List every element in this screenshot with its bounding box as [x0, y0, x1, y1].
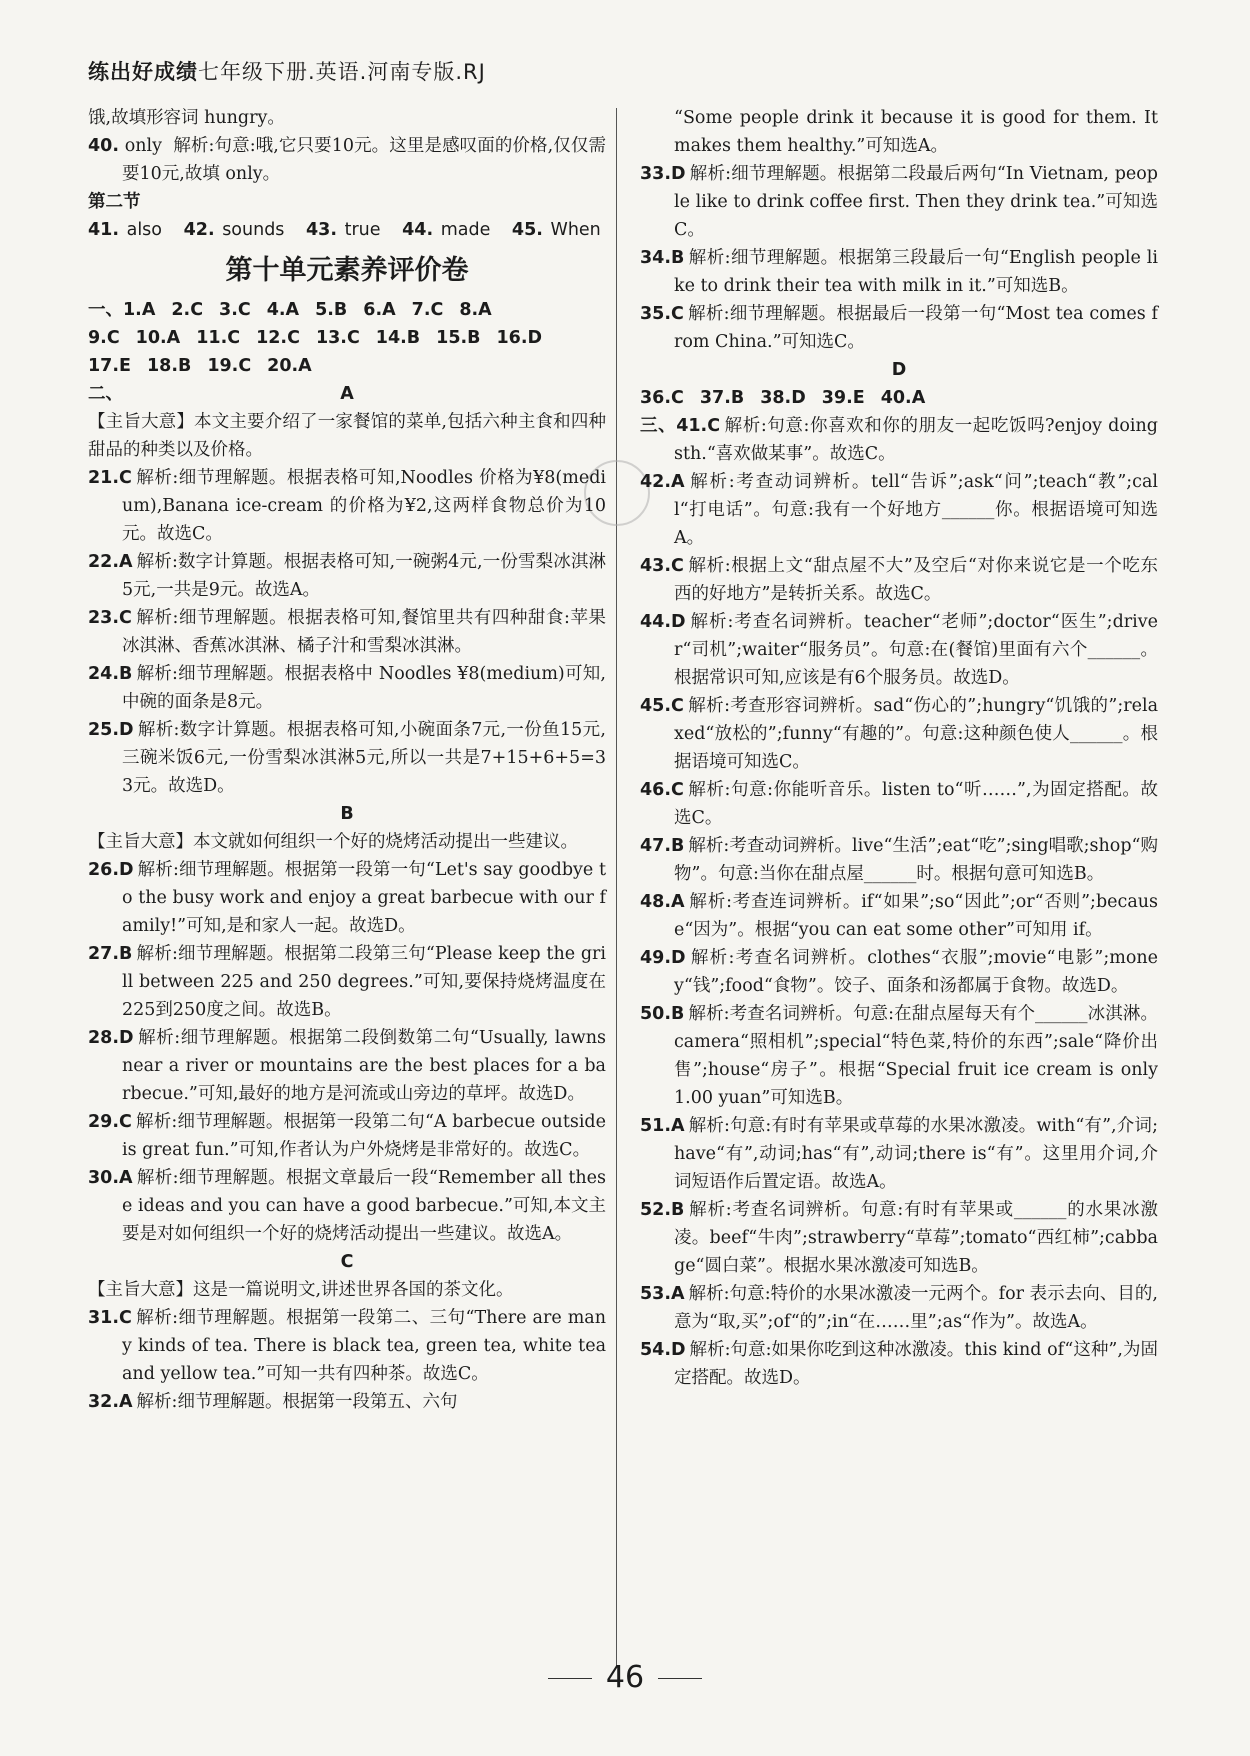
answer-item: 48.A 解析:考查连词辨析。if“如果”;so“因此”;or“否则”;because“因为”。根据“you can eat some other”可知用 if。 [640, 892, 1158, 940]
section-b-label: B [340, 804, 354, 824]
answer-item: 三、41.C 解析:句意:你喜欢和你的朋友一起吃饭吗?enjoy doing sth.“喜欢做某事”。故选C。 [640, 416, 1158, 464]
answer-item: 25.D 解析:数字计算题。根据表格可知,小碗面条7元,一份鱼15元,三碗米饭6元,一份雪梨冰淇淋5元,所以一共是7+15+6+5=33元。故选D。 [88, 720, 606, 796]
answers-a [88, 464, 606, 800]
answer-item: 23.C 解析:细节理解题。根据表格可知,餐馆里共有四种甜食:苹果冰淇淋、香蕉冰淇淋、橘子汁和雪梨冰淇淋。 [88, 608, 606, 656]
answer-item: 33.D 解析:细节理解题。根据第二段最后两句“In Vietnam, people like to drink coffee first. Then they drink tea.”可知选C。 [640, 164, 1158, 240]
unit-title: 第十单元素养评价卷 [225, 255, 469, 286]
part-2-heading: 二、 A [88, 384, 354, 404]
section-heading: 第二节 [88, 192, 141, 212]
answer-row-17-20: 17.E 18.B 19.C 20.A [88, 356, 312, 376]
answer-item: 35.C 解析:细节理解题。根据最后一段第一句“Most tea comes from China.”可知选C。 [640, 304, 1158, 352]
answer-item: 43.C 解析:根据上文“甜点屋不大”及空后“对你来说它是一个吃东西的好地方”是转折关系。故选C。 [640, 556, 1158, 604]
running-header [88, 58, 486, 86]
section-c-label: C [340, 1252, 354, 1272]
continued-answer-32: “Some people drink it because it is good for them. It makes them healthy.”可知选A。 [674, 108, 1158, 156]
answers-b [88, 856, 606, 1248]
answer-item: 47.B 解析:考查动词辨析。live“生活”;eat“吃”;sing唱歌;shop“购物”。句意:当你在甜点屋______时。根据句意可知选B。 [640, 836, 1158, 884]
answer-item: 24.B 解析:细节理解题。根据表格中 Noodles ¥8(medium)可知,中碗的面条是8元。 [88, 664, 606, 712]
answer-item: 32.A 解析:细节理解题。根据第一段第五、六句 [88, 1392, 458, 1412]
answer-item: 51.A 解析:句意:有时有苹果或草莓的水果冰激凌。with“有”,介词;have“有”,动词;has“有”,动词;there is“有”。这里用介词,介词短语作后置定语。故选A。 [640, 1116, 1158, 1192]
answers-c [88, 1304, 606, 1416]
answer-item: 28.D 解析:细节理解题。根据第二段倒数第二句“Usually, lawns near a river or mountains are the best places for a barbecue.”可知,最好的地方是河流或山旁边的草坪。故选D。 [88, 1028, 606, 1104]
answer-row-9-16: 9.C 10.A 11.C 12.C 13.C 14.B 15.B 16.D [88, 328, 543, 348]
page-number-dash-left [548, 1678, 592, 1679]
answer-item: 45.C 解析:考查形容词辨析。sad“伤心的”;hungry“饥饿的”;relaxed“放松的”;funny“有趣的”。句意:这种颜色使人______。根据语境可知选C。 [640, 696, 1158, 772]
answers-c-continued [640, 160, 1158, 356]
answer-item: 53.A 解析:句意:特价的水果冰激凌一元两个。for 表示去向、目的,意为“取,买”;of“的”;in“在……里”;as“作为”。故选A。 [640, 1284, 1158, 1332]
answer-row-41-45: 41. also 42. sounds 43. true 44. made 45. When [88, 220, 601, 240]
answer-item: 30.A 解析:细节理解题。根据文章最后一段“Remember all these ideas and you can have a good barbecue.”可知,本文主要是对如何组织一个好的烧烤活动提出一些建议。故选A。 [88, 1168, 606, 1244]
page-number-dash-right [658, 1678, 702, 1679]
continued-text: 饿,故填形容词 hungry。 [88, 108, 285, 128]
answer-item: 46.C 解析:句意:你能听音乐。listen to“听……”,为固定搭配。故选C。 [640, 780, 1158, 828]
section-d-label: D [891, 360, 907, 380]
answer-item: 52.B 解析:考查名词辨析。句意:有时有苹果或______的水果冰激凌。beef“牛肉”;strawberry“草莓”;tomato“西红柿”;cabbage“圆白菜”。根据水果冰激凌可知选B。 [640, 1200, 1158, 1276]
answer-row-36-40: 36.C 37.B 38.D 39.E 40.A [640, 388, 926, 408]
answer-item: 54.D 解析:句意:如果你吃到这种冰激凌。this kind of“这种”,为固定搭配。故选D。 [640, 1340, 1158, 1388]
answer-item: 22.A 解析:数字计算题。根据表格可知,一碗粥4元,一份雪梨冰淇淋5元,一共是9元。故选A。 [88, 552, 606, 600]
right-column [640, 104, 1158, 1392]
answer-item: 29.C 解析:细节理解题。根据第一段第二句“A barbecue outside is great fun.”可知,作者认为户外烧烤是非常好的。故选C。 [88, 1112, 606, 1160]
main-idea-a: 【主旨大意】本文主要介绍了一家餐馆的菜单,包括六种主食和四种甜品的种类以及价格。 [88, 412, 606, 460]
answer-item: 44.D 解析:考查名词辨析。teacher“老师”;doctor“医生”;driver“司机”;waiter“服务员”。句意:在(餐馆)里面有六个______。根据常识可知,应该是有6个服务员。故选D。 [640, 612, 1158, 688]
answer-item: 27.B 解析:细节理解题。根据第二段第三句“Please keep the grill between 225 and 250 degrees.”可知,要保持烧烤温度在225到250度之间。故选B。 [88, 944, 606, 1020]
answer-row-1-8: 一、1.A 2.C 3.C 4.A 5.B 6.A 7.C 8.A [88, 300, 492, 320]
page-number: 46 [0, 1664, 1250, 1692]
answer-item: 21.C 解析:细节理解题。根据表格可知,Noodles 价格为¥8(medium),Banana ice-cream 的价格为¥2,这两样食物总价为10元。故选C。 [88, 468, 606, 544]
book-title: 练出好成绩 [88, 60, 198, 84]
answer-item: 26.D 解析:细节理解题。根据第一段第一句“Let's say goodbye to the busy work and enjoy a great barbecue with our family!”可知,是和家人一起。故选D。 [88, 860, 606, 936]
main-idea-b: 【主旨大意】本文就如何组织一个好的烧烤活动提出一些建议。 [88, 832, 578, 852]
book-subtitle: 七年级下册.英语.河南专版.RJ [198, 60, 486, 84]
column-divider [616, 108, 617, 1668]
left-column [88, 104, 606, 1416]
answer-item: 42.A 解析:考查动词辨析。tell“告诉”;ask“问”;teach“教”;call“打电话”。句意:我有一个好地方______你。根据语境可知选A。 [640, 472, 1158, 548]
answer-item: 50.B 解析:考查名词辨析。句意:在甜点屋每天有个______冰淇淋。camera“照相机”;special“特色菜,特价的东西”;sale“降价出售”;house“房子”。根据“Special fruit ice cream is only 1.00 yuan”可知选B。 [640, 1004, 1158, 1108]
answer-item: 31.C 解析:细节理解题。根据第一段第二、三句“There are many kinds of tea. There is black tea, green tea, white tea and yellow tea.”可知一共有四种茶。故选C。 [88, 1308, 606, 1384]
answer-item: 34.B 解析:细节理解题。根据第三段最后一句“English people like to drink their tea with milk in it.”可知选B。 [640, 248, 1158, 296]
answer-40: 40. only 解析:句意:哦,它只要10元。这里是感叹面的价格,仅仅需要10元,故填 only。 [88, 136, 606, 184]
main-idea-c: 【主旨大意】这是一篇说明文,讲述世界各国的茶文化。 [88, 1280, 514, 1300]
answer-item: 49.D 解析:考查名词辨析。clothes“衣服”;movie“电影”;money“钱”;food“食物”。饺子、面条和汤都属于食物。故选D。 [640, 948, 1158, 996]
answers-part-3 [640, 412, 1158, 1392]
